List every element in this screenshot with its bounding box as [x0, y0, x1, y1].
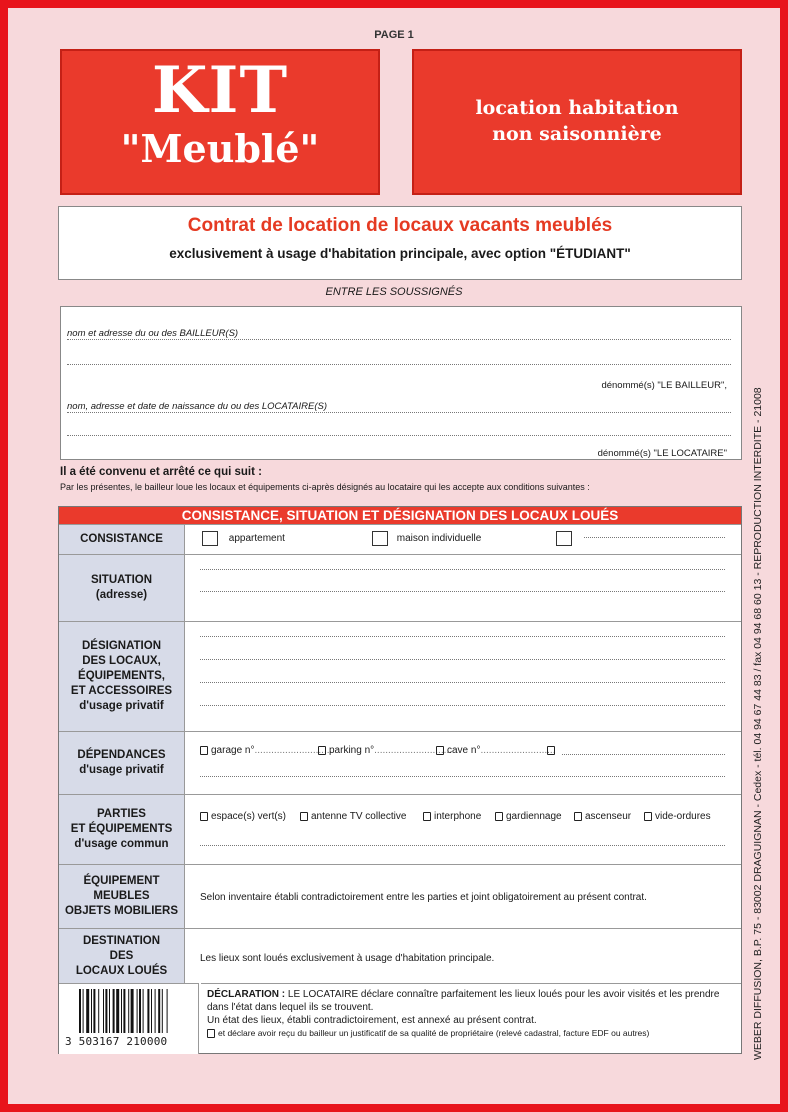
checkbox-icon[interactable] [207, 1029, 215, 1038]
designation-line-1[interactable] [200, 636, 725, 637]
other-field[interactable] [584, 537, 725, 538]
checkbox-icon[interactable] [495, 812, 503, 821]
checkbox-icon[interactable] [318, 746, 326, 755]
contract-subtitle: exclusivement à usage d'habitation principale, avec option "ÉTUDIANT" [169, 246, 631, 261]
checkbox-icon[interactable] [423, 812, 431, 821]
checkbox-icon[interactable] [644, 812, 652, 821]
option-garage[interactable]: garage n°............................ [200, 745, 332, 756]
row-parties-communes [59, 794, 741, 864]
situation-line-1[interactable] [200, 569, 725, 570]
designation-line-4[interactable] [200, 705, 725, 706]
row-equipement [59, 864, 741, 928]
contract-sheet [8, 8, 780, 1104]
consistance-label: CONSISTANCE [59, 525, 185, 554]
bailleur-label: nom et adresse du ou des BAILLEUR(S) [67, 328, 241, 339]
locataire-field[interactable] [67, 399, 731, 413]
presentes-text: Par les présentes, le bailleur loue les locaux et équipements ci-après désignés au locataire qui les accepte aux conditions suivantes : [60, 482, 590, 492]
checkbox-icon[interactable] [574, 812, 582, 821]
contract-heading [58, 206, 742, 280]
declaration-section [201, 983, 741, 1054]
barcode-number: 3 503167 210000 [65, 1035, 168, 1048]
declaration-line-1: LE LOCATAIRE déclare connaître parfaitement les lieux loués pour les avoir visités et les prendre dans l'état dans lequel ils se trouvent. [207, 989, 720, 1013]
publisher-side-text: WEBER DIFFUSION, B.P. 75 - 83002 DRAGUIGNAN - Cedex - tél. 04 94 67 44 83 / fax 04 94 68 60 13 - REPRODUCTION INTERDITE - 21008 [752, 387, 764, 1060]
row-dependances [59, 731, 741, 794]
equipement-text: Selon inventaire établi contradictoirement entre les parties et joint obligatoirement au présent contrat. [200, 892, 647, 903]
option-interphone[interactable]: interphone [423, 811, 481, 822]
option-maison-individuelle[interactable]: maison individuelle [372, 531, 481, 546]
checkbox-icon[interactable] [200, 812, 208, 821]
declaration-line-3-option[interactable]: et déclare avoir reçu du bailleur un justificatif de sa qualité de propriétaire (relevé cadastral, facture EDF ou autres) [207, 1027, 735, 1040]
declaration-label: DÉCLARATION : [207, 989, 286, 1000]
checkbox-icon[interactable] [372, 531, 388, 546]
designation-line-3[interactable] [200, 682, 725, 683]
option-cave[interactable]: cave n°........................... [436, 745, 555, 756]
location-line-2: non saisonnière [492, 123, 662, 145]
row-consistance [59, 524, 741, 554]
bailleur-denomination: dénommé(s) "LE BAILLEUR", [601, 380, 727, 391]
equipement-label: ÉQUIPEMENT MEUBLES OBJETS MOBILIERS [59, 865, 185, 928]
kit-title: KIT [151, 53, 289, 128]
checkbox-icon[interactable] [556, 531, 572, 546]
row-designation [59, 621, 741, 731]
location-line-1: location habitation [475, 97, 679, 119]
option-parking[interactable]: parking n°............................ [318, 745, 452, 756]
other-dependance-field[interactable] [562, 754, 725, 755]
bailleur-field[interactable] [67, 326, 731, 340]
locataire-field-line-2[interactable] [67, 422, 731, 436]
option-appartement[interactable]: appartement [202, 531, 285, 546]
option-antenne[interactable]: antenne TV collective [300, 811, 406, 822]
option-espaces-verts[interactable]: espace(s) vert(s) [200, 811, 286, 822]
option-gardiennage[interactable]: gardiennage [495, 811, 562, 822]
page-number: PAGE 1 [374, 29, 414, 41]
kit-subtitle: "Meublé" [120, 126, 320, 171]
row-situation [59, 554, 741, 621]
checkbox-icon[interactable] [436, 746, 444, 755]
dependances-label: DÉPENDANCES d'usage privatif [59, 732, 185, 794]
locataire-label: nom, adresse et date de naissance du ou des LOCATAIRE(S) [67, 401, 330, 412]
destination-text: Les lieux sont loués exclusivement à usage d'habitation principale. [200, 953, 495, 964]
kit-banner [60, 49, 380, 195]
designation-table [58, 506, 742, 1054]
dependances-line-2[interactable] [200, 776, 725, 777]
locataire-denomination: dénommé(s) "LE LOCATAIRE" [597, 448, 727, 459]
designation-label: DÉSIGNATION DES LOCAUX, ÉQUIPEMENTS, ET ACCESSOIRES d'usage privatif [59, 622, 185, 731]
convenu-heading: Il a été convenu et arrêté ce qui suit : [60, 466, 262, 478]
parties-communes-label: PARTIES ET ÉQUIPEMENTS d'usage commun [59, 795, 185, 864]
parties-section [60, 306, 742, 460]
bailleur-field-line-2[interactable] [67, 351, 731, 365]
entre-les-soussignes: ENTRE LES SOUSSIGNÉS [325, 286, 463, 298]
checkbox-icon[interactable] [300, 812, 308, 821]
checkbox-icon[interactable] [200, 746, 208, 755]
checkbox-icon[interactable] [202, 531, 218, 546]
barcode-icon [79, 989, 187, 1033]
destination-label: DESTINATION DES LOCAUX LOUÉS [59, 929, 185, 983]
table-header: CONSISTANCE, SITUATION ET DÉSIGNATION DES LOCAUX LOUÉS [59, 507, 741, 524]
checkbox-icon[interactable] [547, 746, 555, 755]
option-ascenseur[interactable]: ascenseur [574, 811, 631, 822]
location-banner [412, 49, 742, 195]
row-destination [59, 928, 741, 983]
contract-title: Contrat de location de locaux vacants meublés [187, 215, 613, 236]
parties-communes-line-2[interactable] [200, 845, 725, 846]
situation-label: SITUATION (adresse) [59, 555, 185, 621]
option-other[interactable] [556, 531, 572, 546]
situation-line-2[interactable] [200, 591, 725, 592]
option-other-dependance[interactable] [547, 745, 558, 756]
designation-line-2[interactable] [200, 659, 725, 660]
option-vide-ordures[interactable]: vide-ordures [644, 811, 711, 822]
barcode-area [59, 983, 199, 1054]
declaration-line-2: Un état des lieux, établi contradictoirement, est annexé au présent contrat. [207, 1015, 537, 1026]
